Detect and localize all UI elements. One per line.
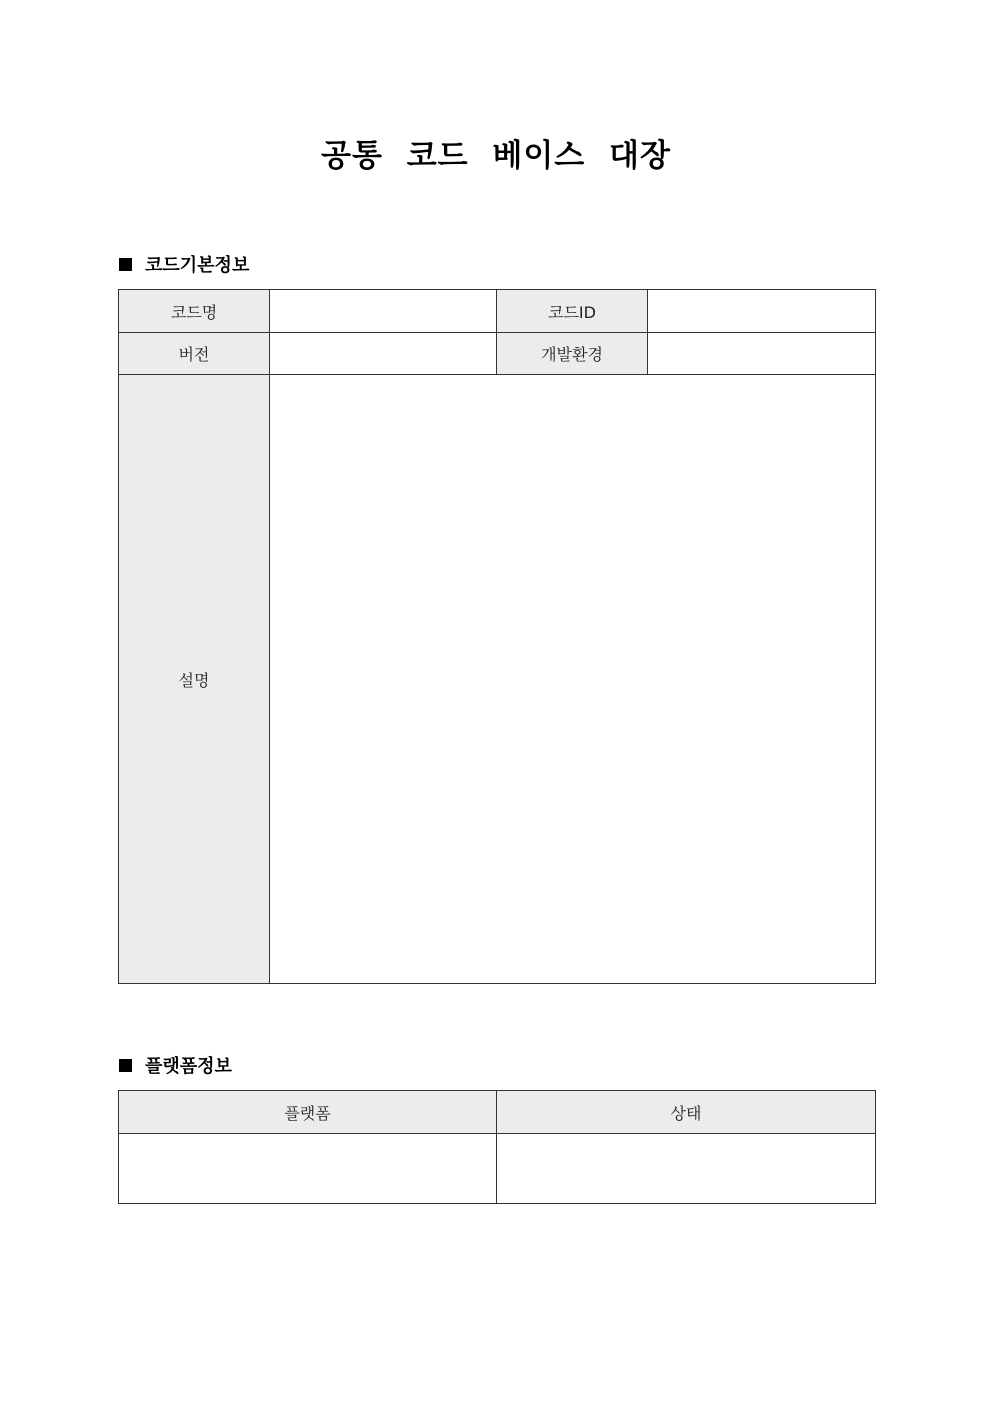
- code-name-field[interactable]: [270, 290, 497, 333]
- section-heading-label: 플랫폼정보: [145, 1056, 232, 1077]
- section-heading-label: 코드기본정보: [145, 255, 250, 276]
- basic-info-table: [118, 289, 876, 984]
- table-row: [119, 375, 876, 984]
- square-bullet-icon: [119, 1059, 132, 1072]
- code-id-field[interactable]: [648, 290, 876, 333]
- status-column-header: 상태: [497, 1091, 876, 1134]
- platform-column-header: 플랫폼: [119, 1091, 497, 1134]
- version-label: 버전: [119, 333, 270, 375]
- table-row: [119, 290, 876, 333]
- status-field[interactable]: [497, 1134, 876, 1204]
- dev-env-field[interactable]: [648, 333, 876, 375]
- platform-info-table: [118, 1090, 876, 1204]
- version-field[interactable]: [270, 333, 497, 375]
- table-header-row: [119, 1091, 876, 1134]
- section-heading-basic-info: [119, 251, 249, 277]
- description-field[interactable]: [270, 375, 876, 984]
- section-heading-platform-info: [119, 1052, 232, 1078]
- table-row: [119, 333, 876, 375]
- code-id-label: 코드ID: [497, 290, 648, 333]
- dev-env-label: 개발환경: [497, 333, 648, 375]
- square-bullet-icon: [119, 258, 132, 271]
- document-title: 공통 코드 베이스 대장: [321, 138, 671, 174]
- code-name-label: 코드명: [119, 290, 270, 333]
- table-row: [119, 1134, 876, 1204]
- platform-field[interactable]: [119, 1134, 497, 1204]
- description-label: 설명: [119, 375, 270, 984]
